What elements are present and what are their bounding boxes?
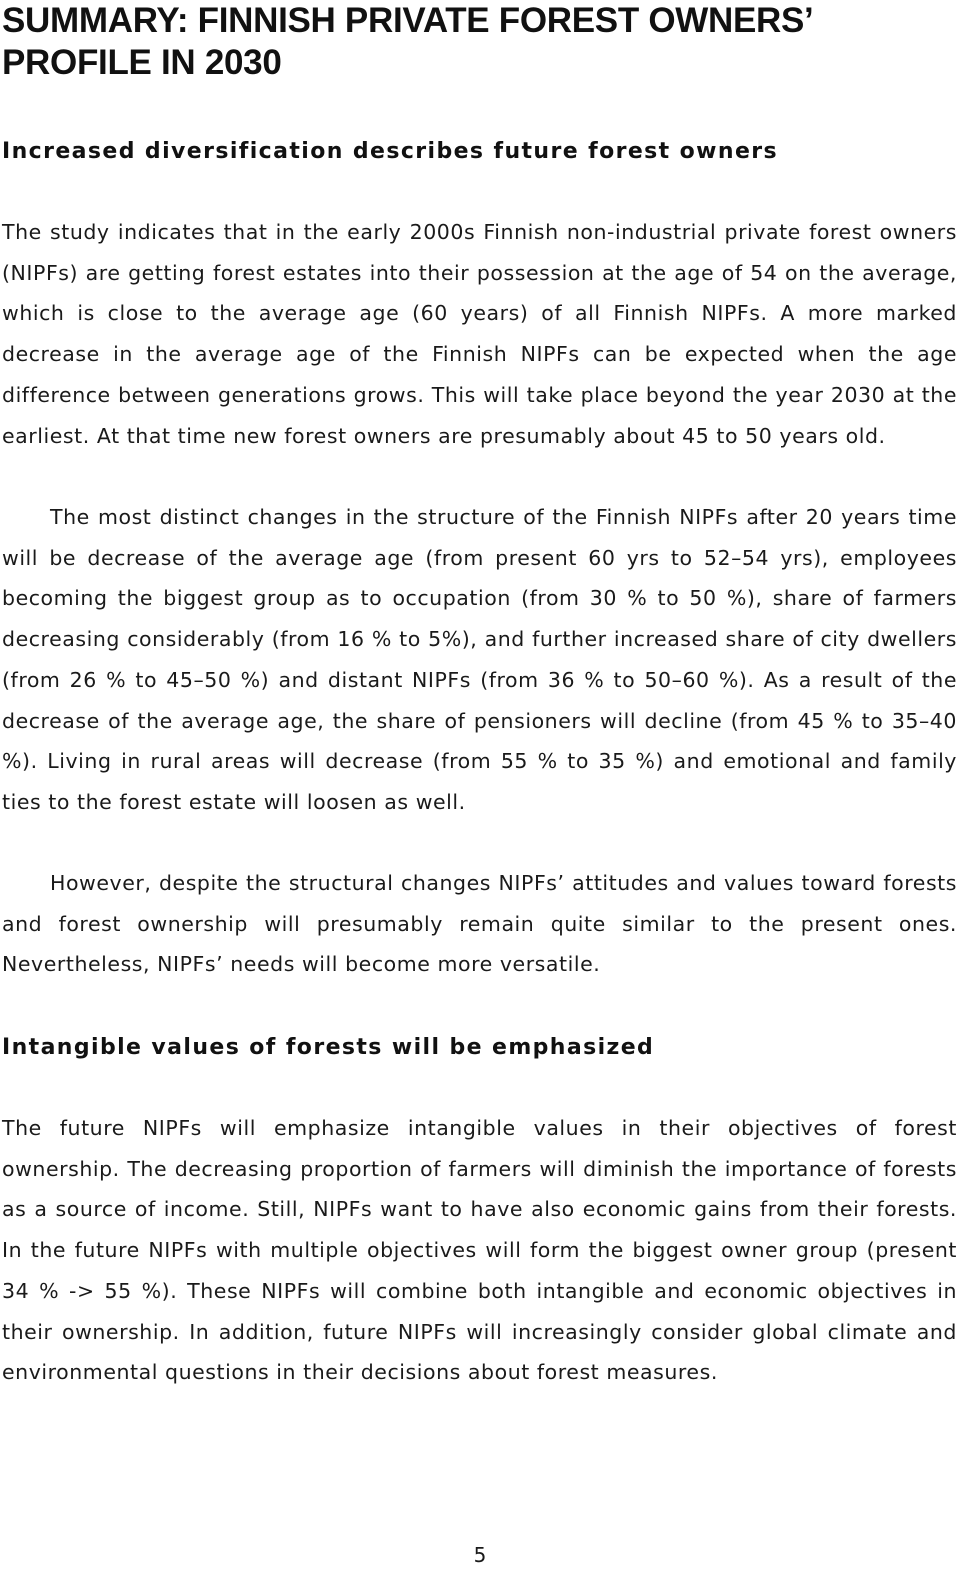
paragraph-age: The study indicates that in the early 2000s Finnish non-industrial private forest owners (NIPFs) are getting forest estates into their possession at the age of 54 on the average, which is close to the average age (60 years) of all Finnish NIPFs. A more marked decrease in the average age of the Finnish NIPFs can be expected when the age difference between generations grows. This will take place beyond the year 2030 at the earliest. At that time new forest owners are presumably about 45 to 50 years old. xyxy=(2,220,957,448)
paragraph-attitudes: However, despite the structural changes NIPFs’ attitudes and values toward forests and forest ownership will presumably remain quite similar to the present ones. Nevertheless, NIPFs’ needs will become more versatile. xyxy=(2,871,957,977)
section-heading-diversification: Increased diversification describes future forest owners xyxy=(2,139,779,164)
section-heading-intangible-values: Intangible values of forests will be emphasized xyxy=(2,1035,655,1060)
page-title: SUMMARY: FINNISH PRIVATE FOREST OWNERS’ PROFILE IN 2030 xyxy=(2,1,812,82)
paragraph-intangible-values: The future NIPFs will emphasize intangible values in their objectives of forest ownership. The decreasing proportion of farmers will diminish the importance of forests as a source of income. Still, NIPFs want to have also economic gains from their forests. In the future NIPFs with multiple objectives will form the biggest owner group (present 34 % -> 55 %). These NIPFs will combine both intangible and economic objectives in their ownership. In addition, future NIPFs will increasingly consider global climate and environmental questions in their decisions about forest measures. xyxy=(2,1116,957,1385)
page-number: 5 xyxy=(473,1543,487,1567)
paragraph-structure-changes: The most distinct changes in the structure of the Finnish NIPFs after 20 years time will be decrease of the average age (from present 60 yrs to 52–54 yrs), employees becoming the biggest group as to occupation (from 30 % to 50 %), share of farmers decreasing considerably (from 16 % to 5%), and further increased share of city dwellers (from 26 % to 45–50 %) and distant NIPFs (from 36 % to 50–60 %). As a result of the decrease of the average age, the share of pensioners will decline (from 45 % to 35–40 %). Living in rural areas will decrease (from 55 % to 35 %) and emotional and family ties to the forest estate will loosen as well. xyxy=(2,505,957,814)
